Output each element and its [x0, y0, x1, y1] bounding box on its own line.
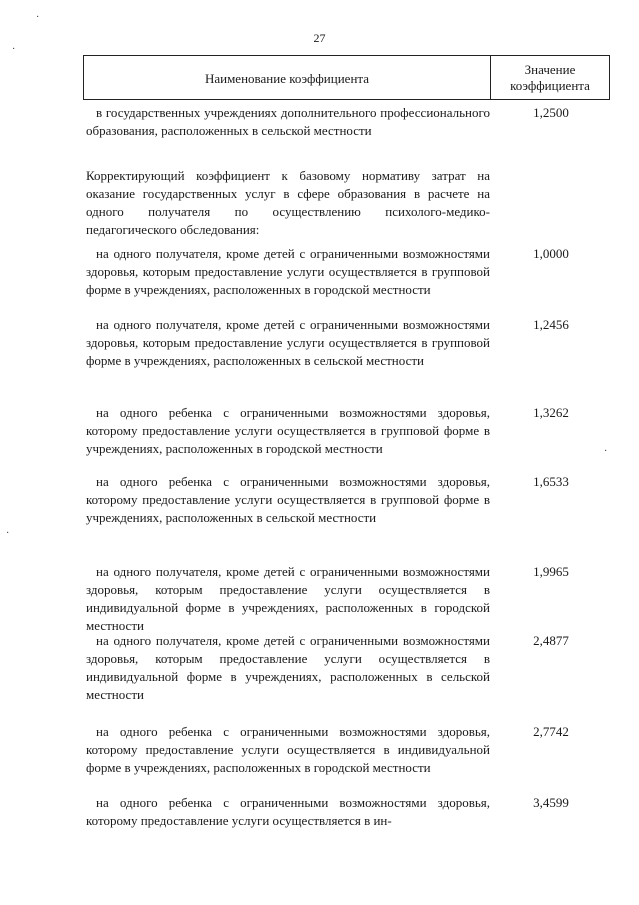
row-text: на одного ребенка с ограниченными возможностями здоровья, которому предоставление услуги осуществляется в индивидуальной форме в учреждениях, расположенных в городской местности — [86, 724, 490, 775]
header-value-column — [490, 56, 609, 99]
row-text: на одного получателя, кроме детей с ограниченными возможностями здоровья, которым предоставление услуги осуществляется в групповой форме в учреждениях, расположенных в сельской местности — [86, 317, 490, 368]
row-value: 1,0000 — [533, 246, 569, 261]
scan-speck: · — [6, 528, 10, 539]
header-value-line1: Значение — [524, 61, 576, 77]
row-text: на одного получателя, кроме детей с ограниченными возможностями здоровья, которым предоставление услуги осуществляется в индивидуальной форме в учреждениях, расположенных в городской местности — [86, 564, 490, 633]
row-text: на одного ребенка с ограниченными возможностями здоровья, которому предоставление услуги осуществляется в групповой форме в учреждениях, расположенных в сельской местности — [86, 474, 490, 525]
section-heading-text: Корректирующий коэффициент к базовому нормативу затрат на оказание государственных услуг в сфере образования в расчете на одного получателя по осуществлению психолого-медико-педагогического обследования: — [86, 168, 490, 237]
row-text: на одного ребенка с ограниченными возможностями здоровья, которому предоставление услуги осуществляется в групповой форме в учреждениях, расположенных в городской местности — [86, 405, 490, 456]
row-text: на одного ребенка с ограниченными возможностями здоровья, которому предоставление услуги осуществляется в ин- — [86, 795, 490, 828]
row-value: 2,4877 — [533, 633, 569, 648]
page-number: 27 — [313, 31, 326, 45]
table-header — [83, 55, 610, 100]
row-value: 1,6533 — [533, 474, 569, 489]
row-value: 1,9965 — [533, 564, 569, 579]
row-text: на одного получателя, кроме детей с ограниченными возможностями здоровья, которым предоставление услуги осуществляется в групповой форме в учреждениях, расположенных в городской местности — [86, 246, 490, 297]
row-value: 1,2500 — [533, 105, 569, 120]
row-text: в государственных учреждениях дополнительного профессионального образования, расположенных в сельской местности — [86, 105, 490, 138]
row-value: 1,3262 — [533, 405, 569, 420]
header-value-line2: коэффициента — [510, 77, 590, 93]
row-value: 3,4599 — [533, 795, 569, 810]
row-value: 2,7742 — [533, 724, 569, 739]
scan-speck: · — [36, 12, 40, 23]
row-value: 1,2456 — [533, 317, 569, 332]
row-text: на одного получателя, кроме детей с ограниченными возможностями здоровья, которым предоставление услуги осуществляется в индивидуальной форме в учреждениях, расположенных в сельской местности — [86, 633, 490, 702]
header-name-column: Наименование коэффициента — [204, 71, 370, 86]
scan-speck: · — [12, 44, 16, 55]
scan-speck: · — [604, 446, 608, 457]
